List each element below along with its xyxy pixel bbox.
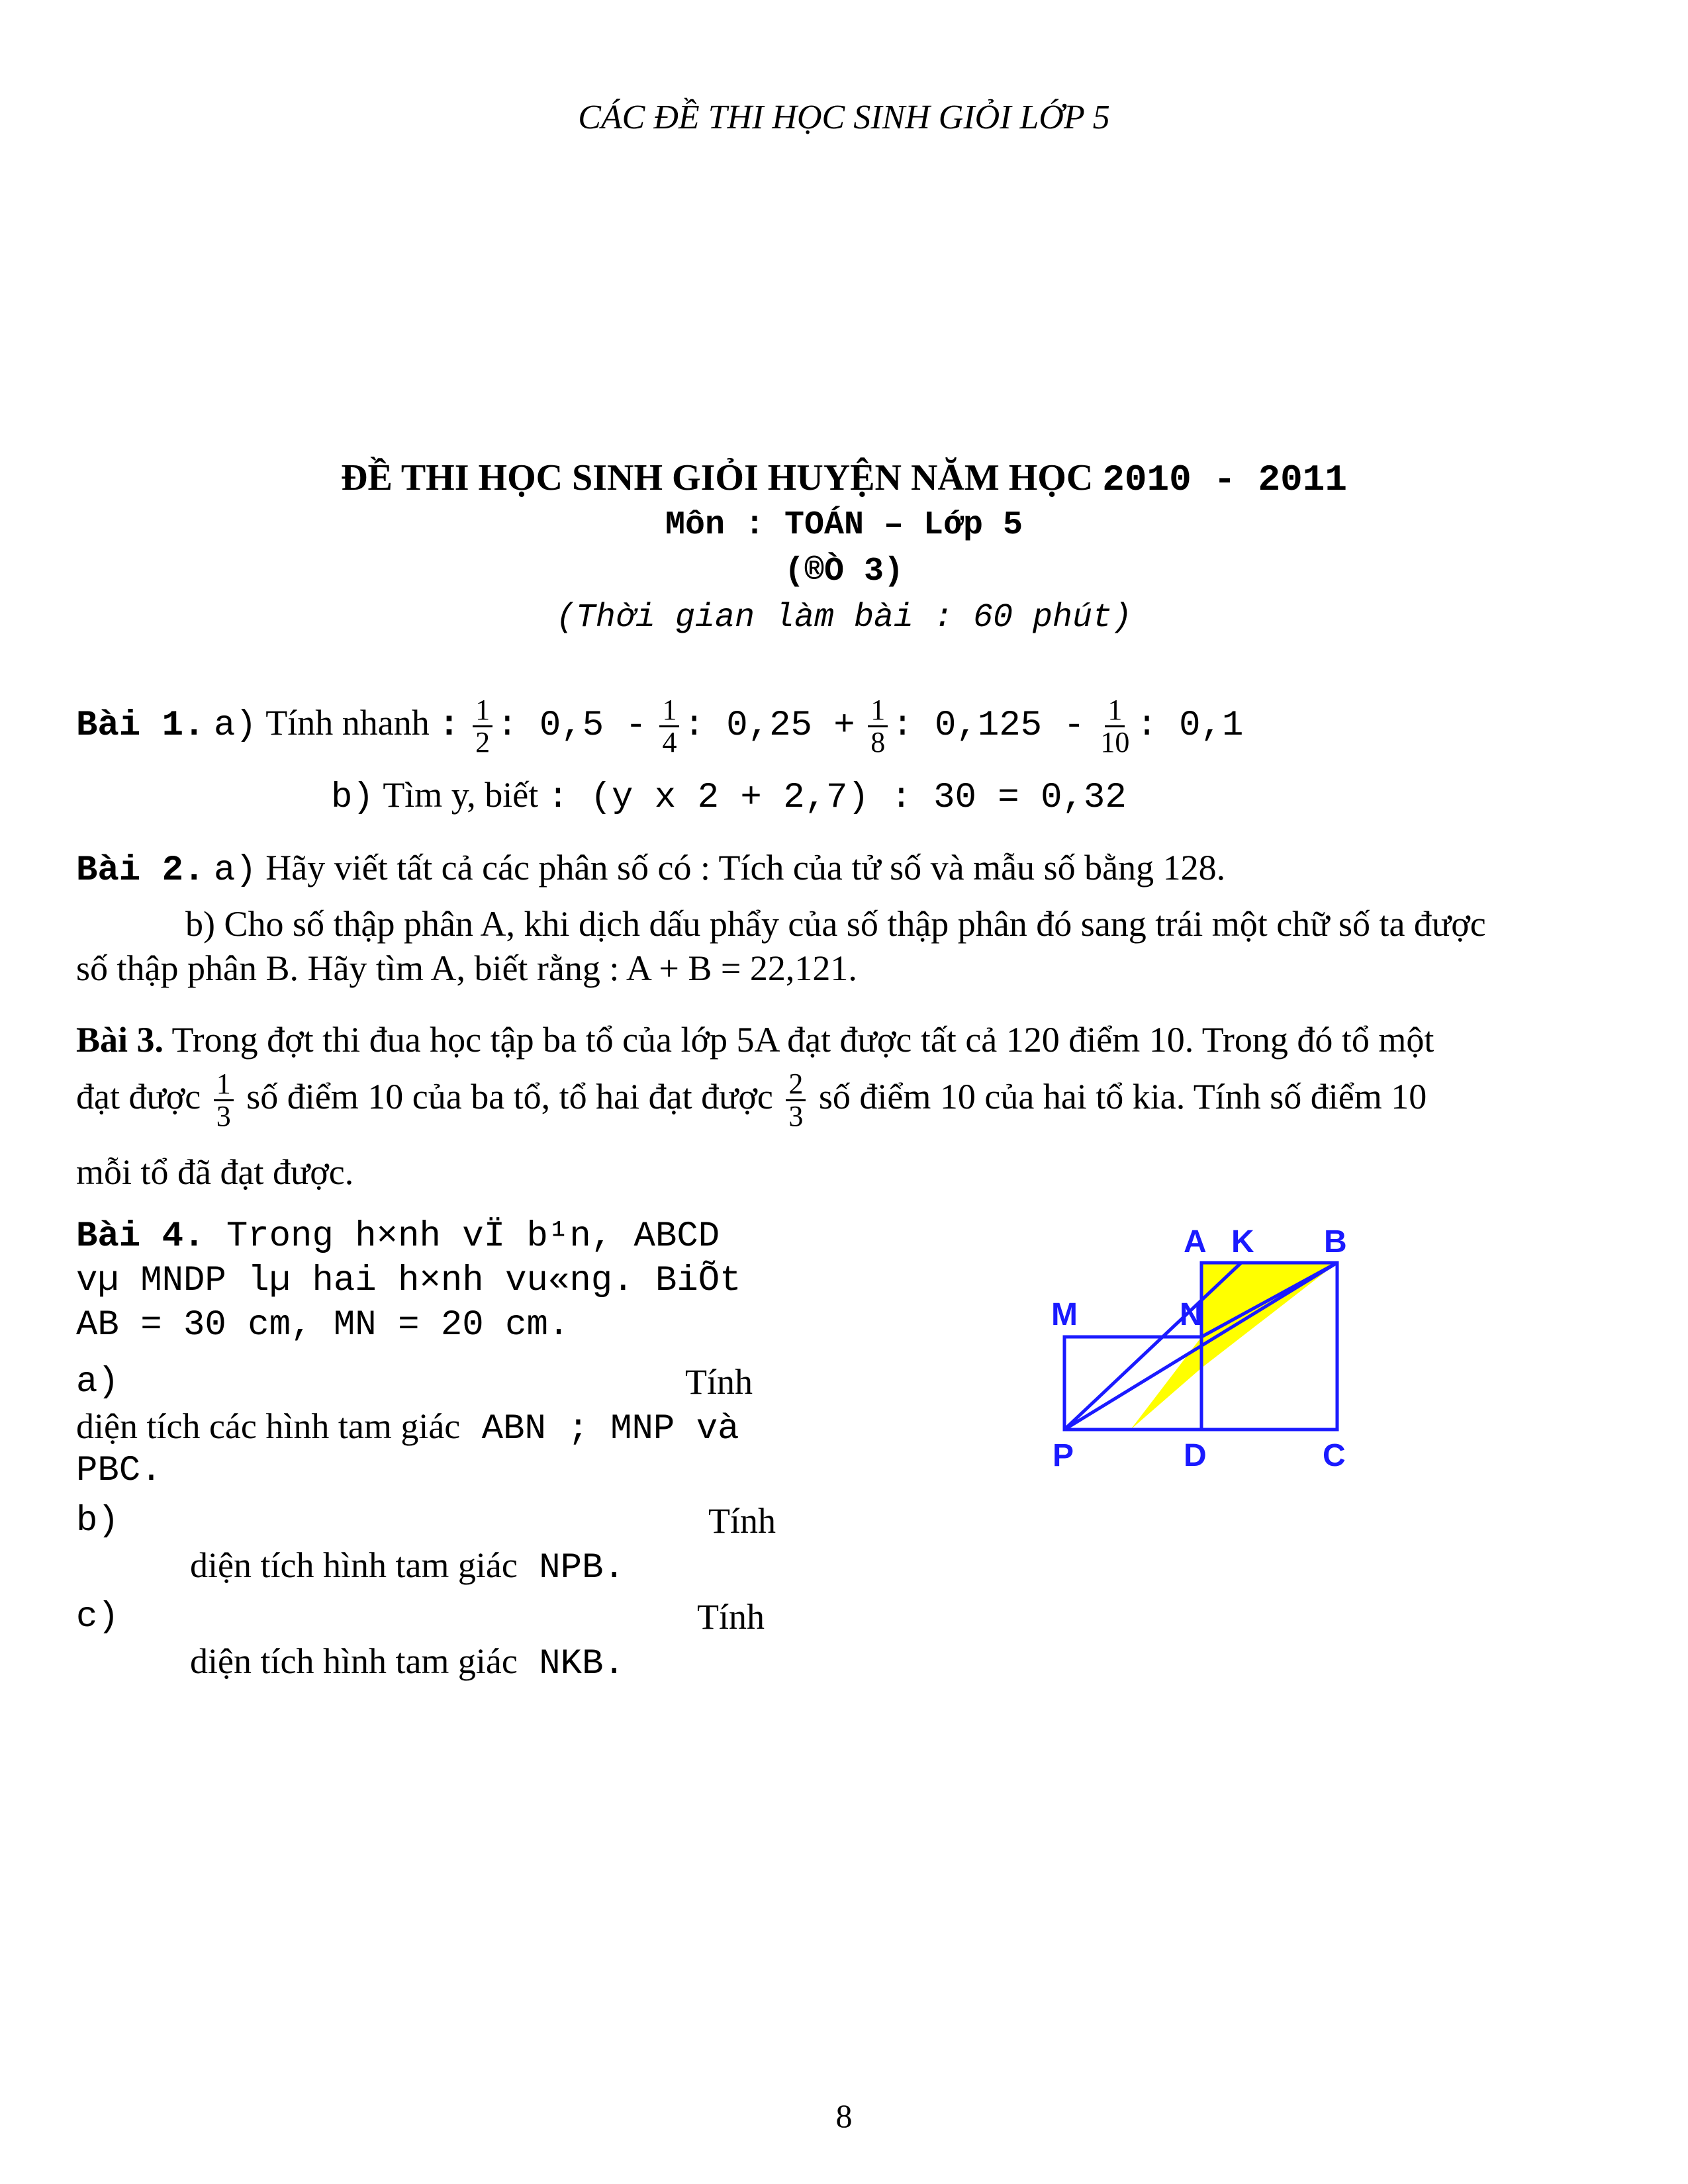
bai2-a-prefix: a) bbox=[213, 850, 257, 891]
fraction-num: 1 bbox=[659, 695, 679, 727]
label-a: A bbox=[1184, 1224, 1207, 1259]
bai4-c-expr: NKB. bbox=[517, 1644, 625, 1684]
bai4-a-line bbox=[76, 1404, 739, 1451]
bai2-line-b1: b) Cho số thập phân A, khi dịch dấu phẩy của số thập phân đó sang trái một chữ số ta được bbox=[185, 904, 1486, 944]
fraction bbox=[1098, 695, 1132, 758]
fraction-den: 3 bbox=[788, 1100, 804, 1133]
label-p: P bbox=[1053, 1438, 1074, 1473]
bai4-c-prefix: c) bbox=[76, 1597, 119, 1637]
page-header: CÁC ĐỀ THI HỌC SINH GIỎI LỚP 5 bbox=[578, 99, 1110, 136]
bai2-a-text: Hãy viết tất cả các phân số có : Tích của tử số và mẫu số bằng 128. bbox=[256, 848, 1226, 887]
exam-title bbox=[0, 457, 1688, 501]
bai1-b-expr: : (y x 2 + 2,7) : 30 = 0,32 bbox=[547, 778, 1127, 818]
bai4-b-prefix: b) bbox=[76, 1501, 119, 1541]
label-k: K bbox=[1231, 1224, 1254, 1259]
fraction-den: 4 bbox=[662, 726, 677, 759]
bai1-op2: : 0,25 + bbox=[683, 705, 855, 747]
bai1-b-prefix: b) bbox=[331, 778, 374, 818]
exam-title-years: 2010 - 2011 bbox=[1102, 459, 1347, 501]
bai1-line-a bbox=[76, 695, 1243, 758]
bai3-line-3: mỗi tổ đã đạt được. bbox=[76, 1152, 354, 1192]
fraction-den: 3 bbox=[216, 1100, 231, 1133]
fraction bbox=[659, 695, 679, 758]
fraction-den: 2 bbox=[475, 726, 491, 759]
exam-subject: Môn : TOÁN – Lớp 5 bbox=[665, 506, 1023, 544]
bai4-b-line bbox=[190, 1543, 625, 1590]
bai4-a-expr: ABN ; MNP và bbox=[460, 1409, 739, 1449]
bai1-b-text: Tìm y, biết bbox=[383, 775, 539, 815]
geometry-figure bbox=[966, 1211, 1364, 1542]
bai2-line-a bbox=[76, 847, 1225, 891]
bai1-op1: : 0,5 - bbox=[496, 705, 647, 747]
bai4-line-1 bbox=[76, 1214, 720, 1259]
bai2-line-b2: số thập phân B. Hãy tìm A, biết rằng : A + B = 22,121. bbox=[76, 948, 857, 988]
bai3-line-2 bbox=[76, 1069, 1427, 1132]
bai4-c-text: diện tích hình tam giác bbox=[190, 1641, 518, 1681]
bai1-a-text: Tính nhanh bbox=[265, 703, 430, 743]
label-n: N bbox=[1180, 1297, 1203, 1332]
fraction-num: 1 bbox=[1105, 695, 1125, 727]
bai4-a-prefix: a) bbox=[76, 1362, 119, 1402]
bai1-a-prefix: a) bbox=[213, 705, 257, 747]
bai1-label: Bài 1. bbox=[76, 705, 205, 747]
bai1-op4: : 0,1 bbox=[1136, 705, 1244, 747]
bai1-op3: : 0,125 - bbox=[892, 705, 1085, 747]
bai1-colon: : bbox=[438, 705, 460, 747]
bai3-l2-c: số điểm 10 của hai tổ kia. Tính số điểm 10 bbox=[818, 1077, 1427, 1117]
bai4-a-text: diện tích các hình tam giác bbox=[76, 1406, 461, 1446]
label-m: M bbox=[1051, 1297, 1078, 1332]
bai4-c-tinh: Tính bbox=[697, 1597, 765, 1637]
bai4-line-2: vµ MNDP lµ hai h×nh vu«ng. BiÕt bbox=[76, 1261, 741, 1301]
bai3-line-1 bbox=[76, 1019, 1434, 1060]
bai3-label: Bài 3. bbox=[76, 1020, 164, 1060]
label-c: C bbox=[1323, 1438, 1346, 1473]
bai2-label: Bài 2. bbox=[76, 850, 205, 891]
fraction-num: 1 bbox=[868, 695, 888, 727]
label-b: B bbox=[1324, 1224, 1347, 1259]
geometry-svg bbox=[966, 1211, 1364, 1542]
exam-title-text: ĐỀ THI HỌC SINH GIỎI HUYỆN NĂM HỌC bbox=[341, 457, 1103, 498]
page-number: 8 bbox=[835, 2097, 853, 2134]
fraction-den: 10 bbox=[1100, 726, 1130, 759]
fraction-num: 1 bbox=[214, 1069, 234, 1101]
bai4-block bbox=[76, 1214, 844, 1691]
label-d: D bbox=[1184, 1438, 1207, 1473]
fraction-den: 8 bbox=[870, 726, 886, 759]
exam-time: (Thời gian làm bài : 60 phút) bbox=[555, 599, 1133, 637]
bai3-l2-b: số điểm 10 của ba tổ, tổ hai đạt được bbox=[246, 1077, 773, 1117]
figure-lines bbox=[1064, 1263, 1337, 1430]
bai4-a-tinh: Tính bbox=[685, 1362, 753, 1402]
fraction bbox=[868, 695, 888, 758]
fraction-num: 2 bbox=[786, 1069, 806, 1101]
bai4-c-line bbox=[190, 1639, 625, 1686]
bai4-b-text: diện tích hình tam giác bbox=[190, 1545, 518, 1585]
fraction-num: 1 bbox=[473, 695, 492, 727]
bai4-b-expr: NPB. bbox=[517, 1548, 625, 1588]
bai3-line1-text: Trong đợt thi đua học tập ba tổ của lớp 5A đạt được tất cả 120 điểm 10. Trong đó tổ một bbox=[164, 1020, 1434, 1060]
bai3-l2-a: đạt được bbox=[76, 1077, 201, 1117]
exam-code: (®Ò 3) bbox=[784, 553, 904, 590]
bai4-l1: Trong h×nh vÏ b¹n, ABCD bbox=[205, 1216, 720, 1257]
bai4-label: Bài 4. bbox=[76, 1216, 205, 1257]
bai4-b-tinh: Tính bbox=[708, 1501, 776, 1541]
fraction bbox=[786, 1069, 806, 1132]
fraction bbox=[214, 1069, 234, 1132]
bai1-line-b bbox=[331, 774, 1127, 818]
fraction bbox=[473, 695, 492, 758]
bai4-line-3: AB = 30 cm, MN = 20 cm. bbox=[76, 1305, 570, 1345]
bai4-a-expr2: PBC. bbox=[76, 1451, 162, 1491]
